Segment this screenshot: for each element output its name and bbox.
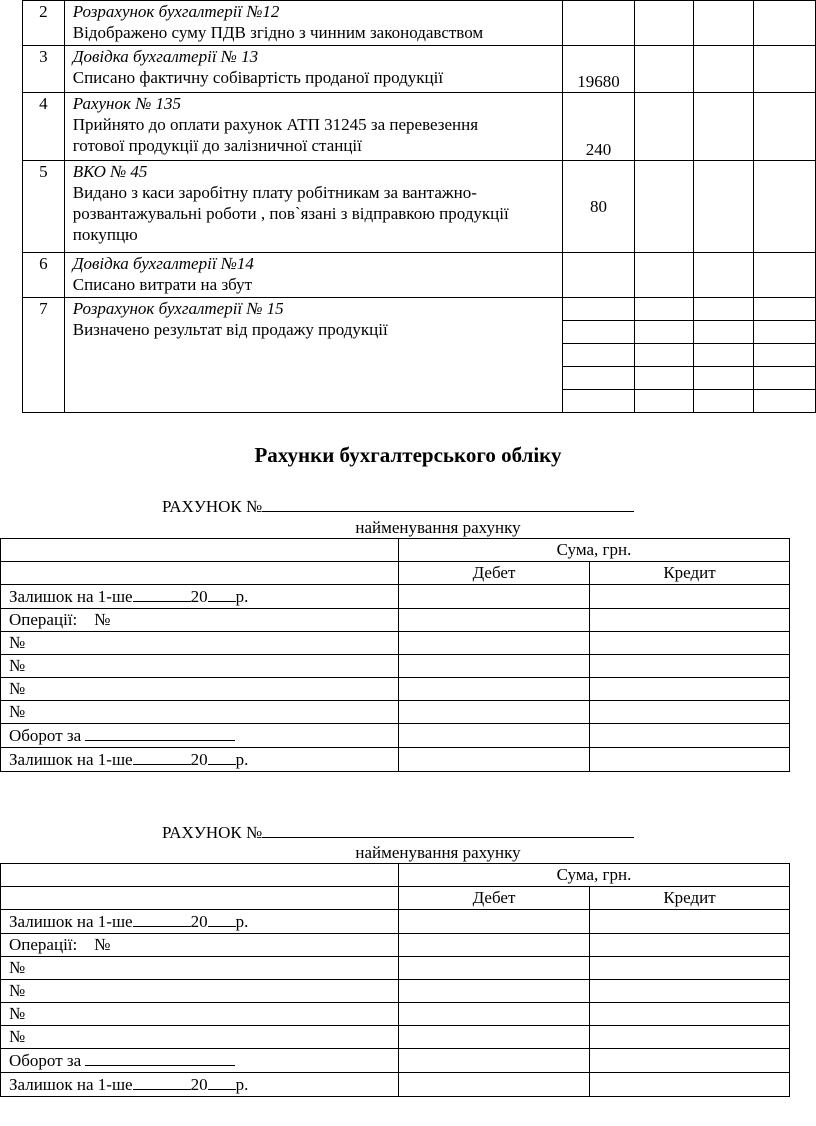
debit-cell: [399, 655, 590, 678]
credit-cell: [590, 724, 790, 748]
amount-cell: [563, 253, 634, 298]
blank-cell: [1, 887, 399, 910]
credit-cell: [694, 46, 754, 93]
amount-subgrid: [563, 298, 634, 413]
amount-cell: 240: [563, 93, 634, 161]
document-name: Рахунок № 135: [72, 94, 181, 113]
debit-header: Дебет: [399, 562, 590, 585]
extra-cell: [754, 161, 816, 253]
document-name: Розрахунок бухгалтерії № 15: [72, 299, 284, 318]
document-name: Розрахунок бухгалтерії №12: [72, 2, 280, 21]
ledger-row: [23, 253, 816, 298]
credit-header: Кредит: [590, 887, 790, 910]
account-heading: [162, 820, 634, 843]
opening-balance-label: Залишок на 1-ше 20 р.: [1, 910, 399, 934]
credit-cell: [590, 655, 790, 678]
row-number: 2: [23, 1, 65, 46]
operation-text: Прийнято до оплати рахунок АТП 31245 за перевезення: [72, 115, 479, 134]
row-description: [64, 161, 563, 253]
operations-label: Операції: №: [1, 934, 399, 957]
operation-text: Відображено суму ПДВ згідно з чинним законодавством: [72, 23, 484, 42]
ledger-row: [23, 161, 816, 253]
debit-cell: [399, 632, 590, 655]
blank-cell: [1, 562, 399, 585]
operation-number: №: [1, 1026, 399, 1049]
section-title: Рахунки бухгалтерського обліку: [254, 443, 562, 467]
debit-cell: [399, 910, 590, 934]
debit-cell: [399, 980, 590, 1003]
operation-number: №: [1, 632, 399, 655]
credit-cell: [590, 632, 790, 655]
row-number: 3: [23, 46, 65, 93]
document-name: Довідка бухгалтерії № 13: [72, 47, 259, 66]
turnover-label: Оборот за: [1, 1049, 399, 1073]
row-number: 7: [23, 298, 65, 413]
operation-text: розвантажувальні роботи , пов`язані з відправкою продукції: [72, 204, 509, 223]
credit-cell: [590, 1073, 790, 1097]
debit-cell: [399, 1049, 590, 1073]
credit-cell: [590, 980, 790, 1003]
credit-header: Кредит: [590, 562, 790, 585]
account-subheading: найменування рахунку: [355, 843, 521, 862]
account-heading-label: РАХУНОК №: [162, 823, 263, 842]
turnover-label: Оборот за: [1, 724, 399, 748]
row-description: [64, 1, 563, 46]
credit-cell: [590, 1049, 790, 1073]
document-name: ВКО № 45: [72, 162, 148, 181]
debit-cell: [399, 609, 590, 632]
extra-cell: [754, 1, 816, 46]
operation-text: Списано витрати на збут: [72, 275, 253, 294]
row-description: [64, 253, 563, 298]
operation-text: Визначено результат від продажу продукції: [72, 320, 388, 339]
debit-header: Дебет: [399, 887, 590, 910]
ledger-row: [23, 298, 816, 413]
operation-text: готової продукції до залізничної станції: [72, 136, 362, 155]
closing-balance-label: Залишок на 1-ше 20 р.: [1, 748, 399, 772]
debit-cell: [399, 701, 590, 724]
credit-cell: [590, 1026, 790, 1049]
operation-text: Видано з каси заробітну плату робітникам за вантажно-: [72, 183, 477, 202]
row-description: [64, 298, 563, 413]
credit-cell: [694, 161, 754, 253]
operation-number: №: [1, 980, 399, 1003]
closing-balance-label: Залишок на 1-ше 20 р.: [1, 1073, 399, 1097]
debit-cell: [634, 46, 694, 93]
document-name: Довідка бухгалтерії №14: [72, 254, 254, 273]
credit-cell: [590, 678, 790, 701]
credit-cell: [590, 701, 790, 724]
credit-cell: [590, 910, 790, 934]
sum-header: Сума, грн.: [399, 864, 790, 887]
operation-number: №: [1, 678, 399, 701]
amount-cell: [563, 1, 634, 46]
account-number-line: [262, 494, 634, 512]
debit-cell: [399, 678, 590, 701]
amount-cell: 19680: [563, 46, 634, 93]
account-number-line: [262, 820, 634, 838]
ledger-row: [23, 1, 816, 46]
debit-cell: [634, 253, 694, 298]
credit-cell: [590, 609, 790, 632]
extra-subgrid: [754, 298, 816, 413]
debit-cell: [399, 957, 590, 980]
credit-cell: [590, 957, 790, 980]
row-number: 4: [23, 93, 65, 161]
credit-cell: [590, 934, 790, 957]
debit-cell: [634, 93, 694, 161]
sum-header: Сума, грн.: [399, 539, 790, 562]
blank-cell: [1, 864, 399, 887]
ledger-row: [23, 93, 816, 161]
debit-cell: [399, 1026, 590, 1049]
account-heading-label: РАХУНОК №: [162, 497, 263, 516]
extra-cell: [754, 46, 816, 93]
ledger-row: [23, 46, 816, 93]
operation-number: №: [1, 1003, 399, 1026]
debit-cell: [399, 748, 590, 772]
operation-number: №: [1, 957, 399, 980]
debit-cell: [399, 585, 590, 609]
debit-cell: [634, 1, 694, 46]
credit-cell: [590, 585, 790, 609]
credit-cell: [590, 1003, 790, 1026]
debit-cell: [399, 1003, 590, 1026]
account-heading: [162, 494, 634, 517]
extra-cell: [754, 93, 816, 161]
debit-cell: [399, 1073, 590, 1097]
row-number: 5: [23, 161, 65, 253]
credit-subgrid: [694, 298, 754, 413]
credit-cell: [590, 748, 790, 772]
account-table: [0, 538, 790, 772]
credit-cell: [694, 253, 754, 298]
ledger-table: [22, 0, 816, 413]
blank-cell: [1, 539, 399, 562]
debit-cell: [399, 934, 590, 957]
debit-cell: [634, 161, 694, 253]
operation-number: №: [1, 701, 399, 724]
operations-label: Операції: №: [1, 609, 399, 632]
credit-cell: [694, 1, 754, 46]
operation-text: покупцю: [72, 225, 138, 244]
row-number: 6: [23, 253, 65, 298]
operation-number: №: [1, 655, 399, 678]
row-description: [64, 46, 563, 93]
credit-cell: [694, 93, 754, 161]
debit-cell: [399, 724, 590, 748]
account-subheading: найменування рахунку: [355, 518, 521, 537]
debit-subgrid: [634, 298, 694, 413]
account-table: [0, 863, 790, 1097]
extra-cell: [754, 253, 816, 298]
operation-text: Списано фактичну собівартість проданої продукції: [72, 68, 444, 87]
amount-cell: 80: [563, 161, 634, 253]
opening-balance-label: Залишок на 1-ше 20 р.: [1, 585, 399, 609]
row-description: [64, 93, 563, 161]
